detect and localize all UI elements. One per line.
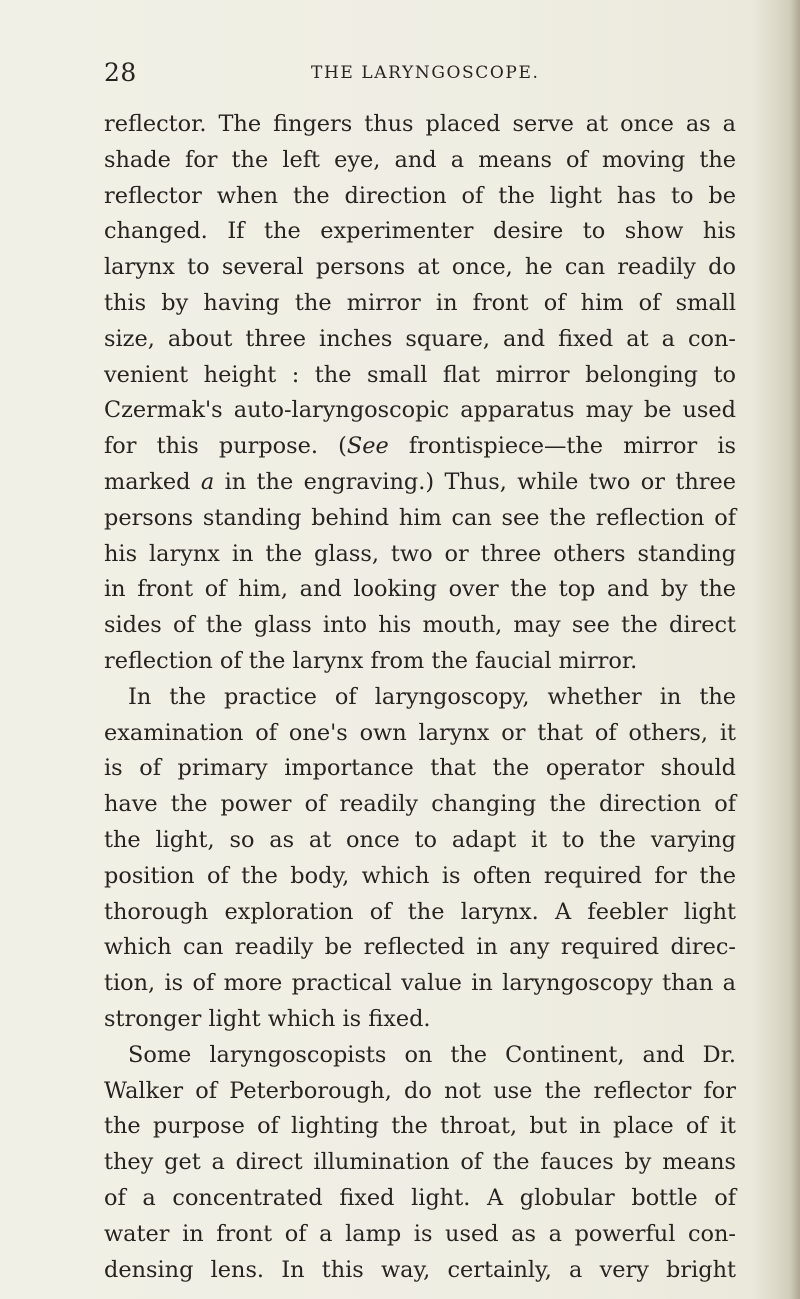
italic-text: a: [190, 468, 225, 495]
text-line: sides of the glass into his mouth, may see the direct: [104, 612, 736, 639]
text-line: examination of one's own larynx or that of others, it: [104, 719, 736, 746]
text-line: reflector when the direction of the light has to be: [104, 182, 736, 209]
text-line: reflector. The fingers thus placed serve at once as a: [104, 111, 736, 137]
text-line: changed. If the experimenter desire to show his: [104, 218, 736, 245]
text-line: is of primary importance that the operator should: [104, 755, 736, 782]
text-line: for this purpose. (See frontispiece—the mirror is: [104, 433, 736, 460]
text-line: water in front of a lamp is used as a powerful con-: [104, 1220, 736, 1247]
text-line: marked a in the engraving.) Thus, while two or three: [104, 468, 736, 495]
text-line: they get a direct illumination of the fauces by means: [104, 1149, 736, 1176]
body-text: [104, 107, 736, 1288]
text-line: Czermak's auto-laryngoscopic apparatus may be used: [104, 397, 736, 424]
text-line: Some laryngoscopists on the Continent, and Dr.: [128, 1041, 736, 1068]
text-line: position of the body, which is often required for the: [104, 862, 736, 889]
text-line: In the practice of laryngoscopy, whether in the: [128, 683, 736, 710]
text-line: the light, so as at once to adapt it to the varying: [104, 826, 736, 853]
page-number: 28: [104, 58, 137, 87]
italic-text: See: [346, 433, 389, 460]
text-line: his larynx in the glass, two or three others standing: [104, 540, 736, 567]
text-line: size, about three inches square, and fixed at a con-: [104, 325, 736, 352]
page-header: [104, 58, 734, 92]
text-line: shade for the left eye, and a means of moving the: [104, 146, 736, 173]
text-line: tion, is of more practical value in laryngoscopy than a: [104, 970, 736, 997]
text-line: thorough exploration of the larynx. A feebler light: [104, 898, 736, 925]
text-line: Walker of Peterborough, do not use the reflector for: [104, 1077, 736, 1104]
text-line: reflection of the larynx from the faucial mirror.: [104, 647, 638, 674]
text-line: densing lens. In this way, certainly, a very bright: [104, 1256, 736, 1283]
text-line: have the power of readily changing the direction of: [104, 791, 736, 818]
page-edge-shadow: [790, 0, 800, 1299]
text-line: persons standing behind him can see the reflection of: [104, 504, 736, 531]
running-title: THE LARYNGOSCOPE.: [311, 63, 540, 83]
text-line: stronger light which is fixed.: [104, 1005, 431, 1032]
text-line: of a concentrated fixed light. A globular bottle of: [104, 1184, 736, 1211]
text-line: larynx to several persons at once, he can readily do: [104, 254, 736, 281]
text-line: the purpose of lighting the throat, but in place of it: [104, 1113, 736, 1140]
text-line: this by having the mirror in front of him of small: [104, 289, 736, 316]
text-line: venient height : the small flat mirror belonging to: [104, 361, 736, 388]
text-line: in front of him, and looking over the top and by the: [104, 576, 736, 603]
text-line: which can readily be reflected in any required direc-: [104, 934, 736, 961]
